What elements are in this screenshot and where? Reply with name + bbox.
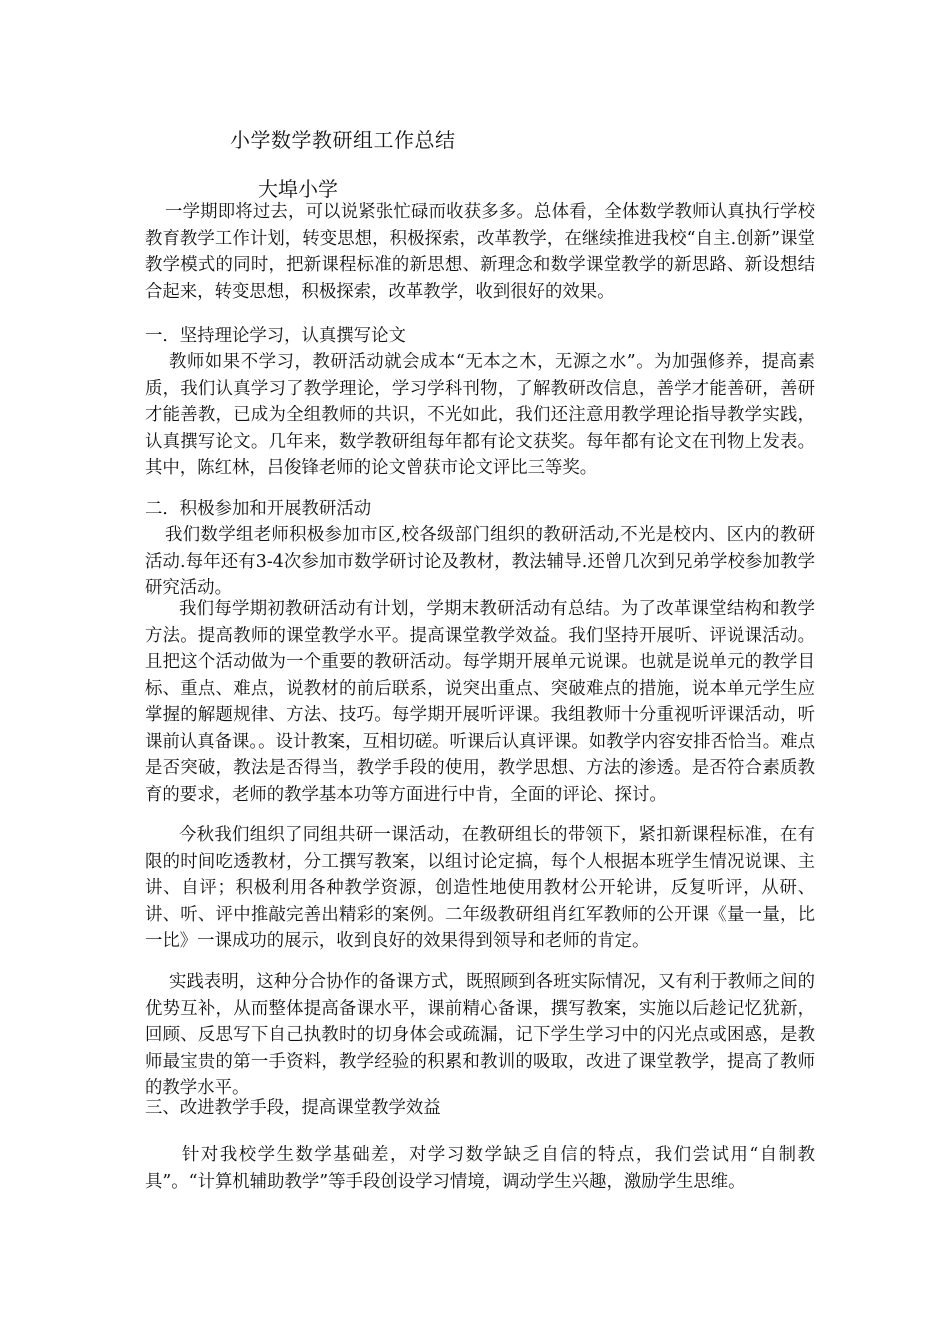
section-2-paragraph-4: 实践表明，这种分合协作的备课方式，既照顾到各班实际情况，又有利于教师之间的优势互补，从而整体提高备课水平，课前精心备课，撰写教案，实施以后趁记忆犹新，回顾、反思写下自己执教时的切身体会或疏漏，记下学生学习中的闪光点或困惑，是教师最宝贵的第一手资料，教学经验的积累和教训的吸取，改进了课堂教学，提高了教师的教学水平。 bbox=[145, 972, 815, 1098]
section-3-heading: 三、改进教学手段，提高课堂教学效益 bbox=[145, 1098, 441, 1118]
section-1-heading: 一．坚持理论学习，认真撰写论文 bbox=[145, 326, 406, 346]
section-2-heading: 二．积极参加和开展教研活动 bbox=[145, 499, 372, 519]
section-3-paragraph-1: 针对我校学生数学基础差，对学习数学缺乏自信的特点，我们尝试用“自制教具”。“计算机辅助教学”等手段创设学习情境，调动学生兴趣，激励学生思维。 bbox=[145, 1145, 815, 1192]
intro-paragraph: 一学期即将过去，可以说紧张忙碌而收获多多。总体看，全体数学教师认真执行学校教育教学工作计划，转变思想，积极探索，改革教学，在继续推进我校“自主.创新”课堂教学模式的同时，把新课程标准的新思想、新理念和数学课堂教学的新思路、新设想结合起来，转变思想，积极探索，改革教学，收到很好的效果。 bbox=[145, 202, 815, 302]
document-title: 小学数学教研组工作总结 bbox=[230, 128, 456, 152]
school-name: 大埠小学 bbox=[258, 177, 338, 201]
section-2-paragraph-3: 今秋我们组织了同组共研一课活动，在教研组长的带领下，紧扣新课程标准，在有限的时间吃透教材，分工撰写教案，以组讨论定搞，每个人根据本班学生情况说课、主讲、自评；积极利用各种教学资源，创造性地使用教材公开轮讲，反复听评，从研、讲、听、评中推敲完善出精彩的案例。二年级教研组肖红军教师的公开课《量一量，比一比》一课成功的展示，收到良好的效果得到领导和老师的肯定。 bbox=[145, 825, 815, 951]
section-2-paragraph-1: 我们数学组老师积极参加市区,校各级部门组织的教研活动,不光是校内、区内的教研活动.每年还有3-4次参加市数学研讨论及教材，教法辅导.还曾几次到兄弟学校参加教学研究活动。 bbox=[145, 525, 815, 598]
section-1-paragraph-1: 教师如果不学习，教研活动就会成本“无本之木，无源之水”。为加强修养，提高素质，我们认真学习了教学理论，学习学科刊物，了解教研改信息，善学才能善研，善研才能善教，已成为全组教师的共识，不光如此，我们还注意用教学理论指导教学实践，认真撰写论文。几年来，数学教研组每年都有论文获奖。每年都有论文在刊物上发表。其中，陈红林，吕俊锋老师的论文曾获市论文评比三等奖。 bbox=[145, 352, 815, 478]
section-2-paragraph-2: 我们每学期初教研活动有计划，学期末教研活动有总结。为了改革课堂结构和教学方法。提高教师的课堂教学水平。提高课堂教学效益。我们坚持开展听、评说课活动。且把这个活动做为一个重要的教研活动。每学期开展单元说课。也就是说单元的教学目标、重点、难点，说教材的前后联系，说突出重点、突破难点的措施，说本单元学生应掌握的解题规律、方法、技巧。每学期开展听评课。我组教师十分重视听评课活动，听课前认真备课。。设计教案，互相切磋。听课后认真评课。如教学内容安排否恰当。难点是否突破，教法是否得当，教学手段的使用，教学思想、方法的渗透。是否符合素质教育的要求，老师的教学基本功等方面进行中肯，全面的评论、探讨。 bbox=[145, 599, 815, 805]
